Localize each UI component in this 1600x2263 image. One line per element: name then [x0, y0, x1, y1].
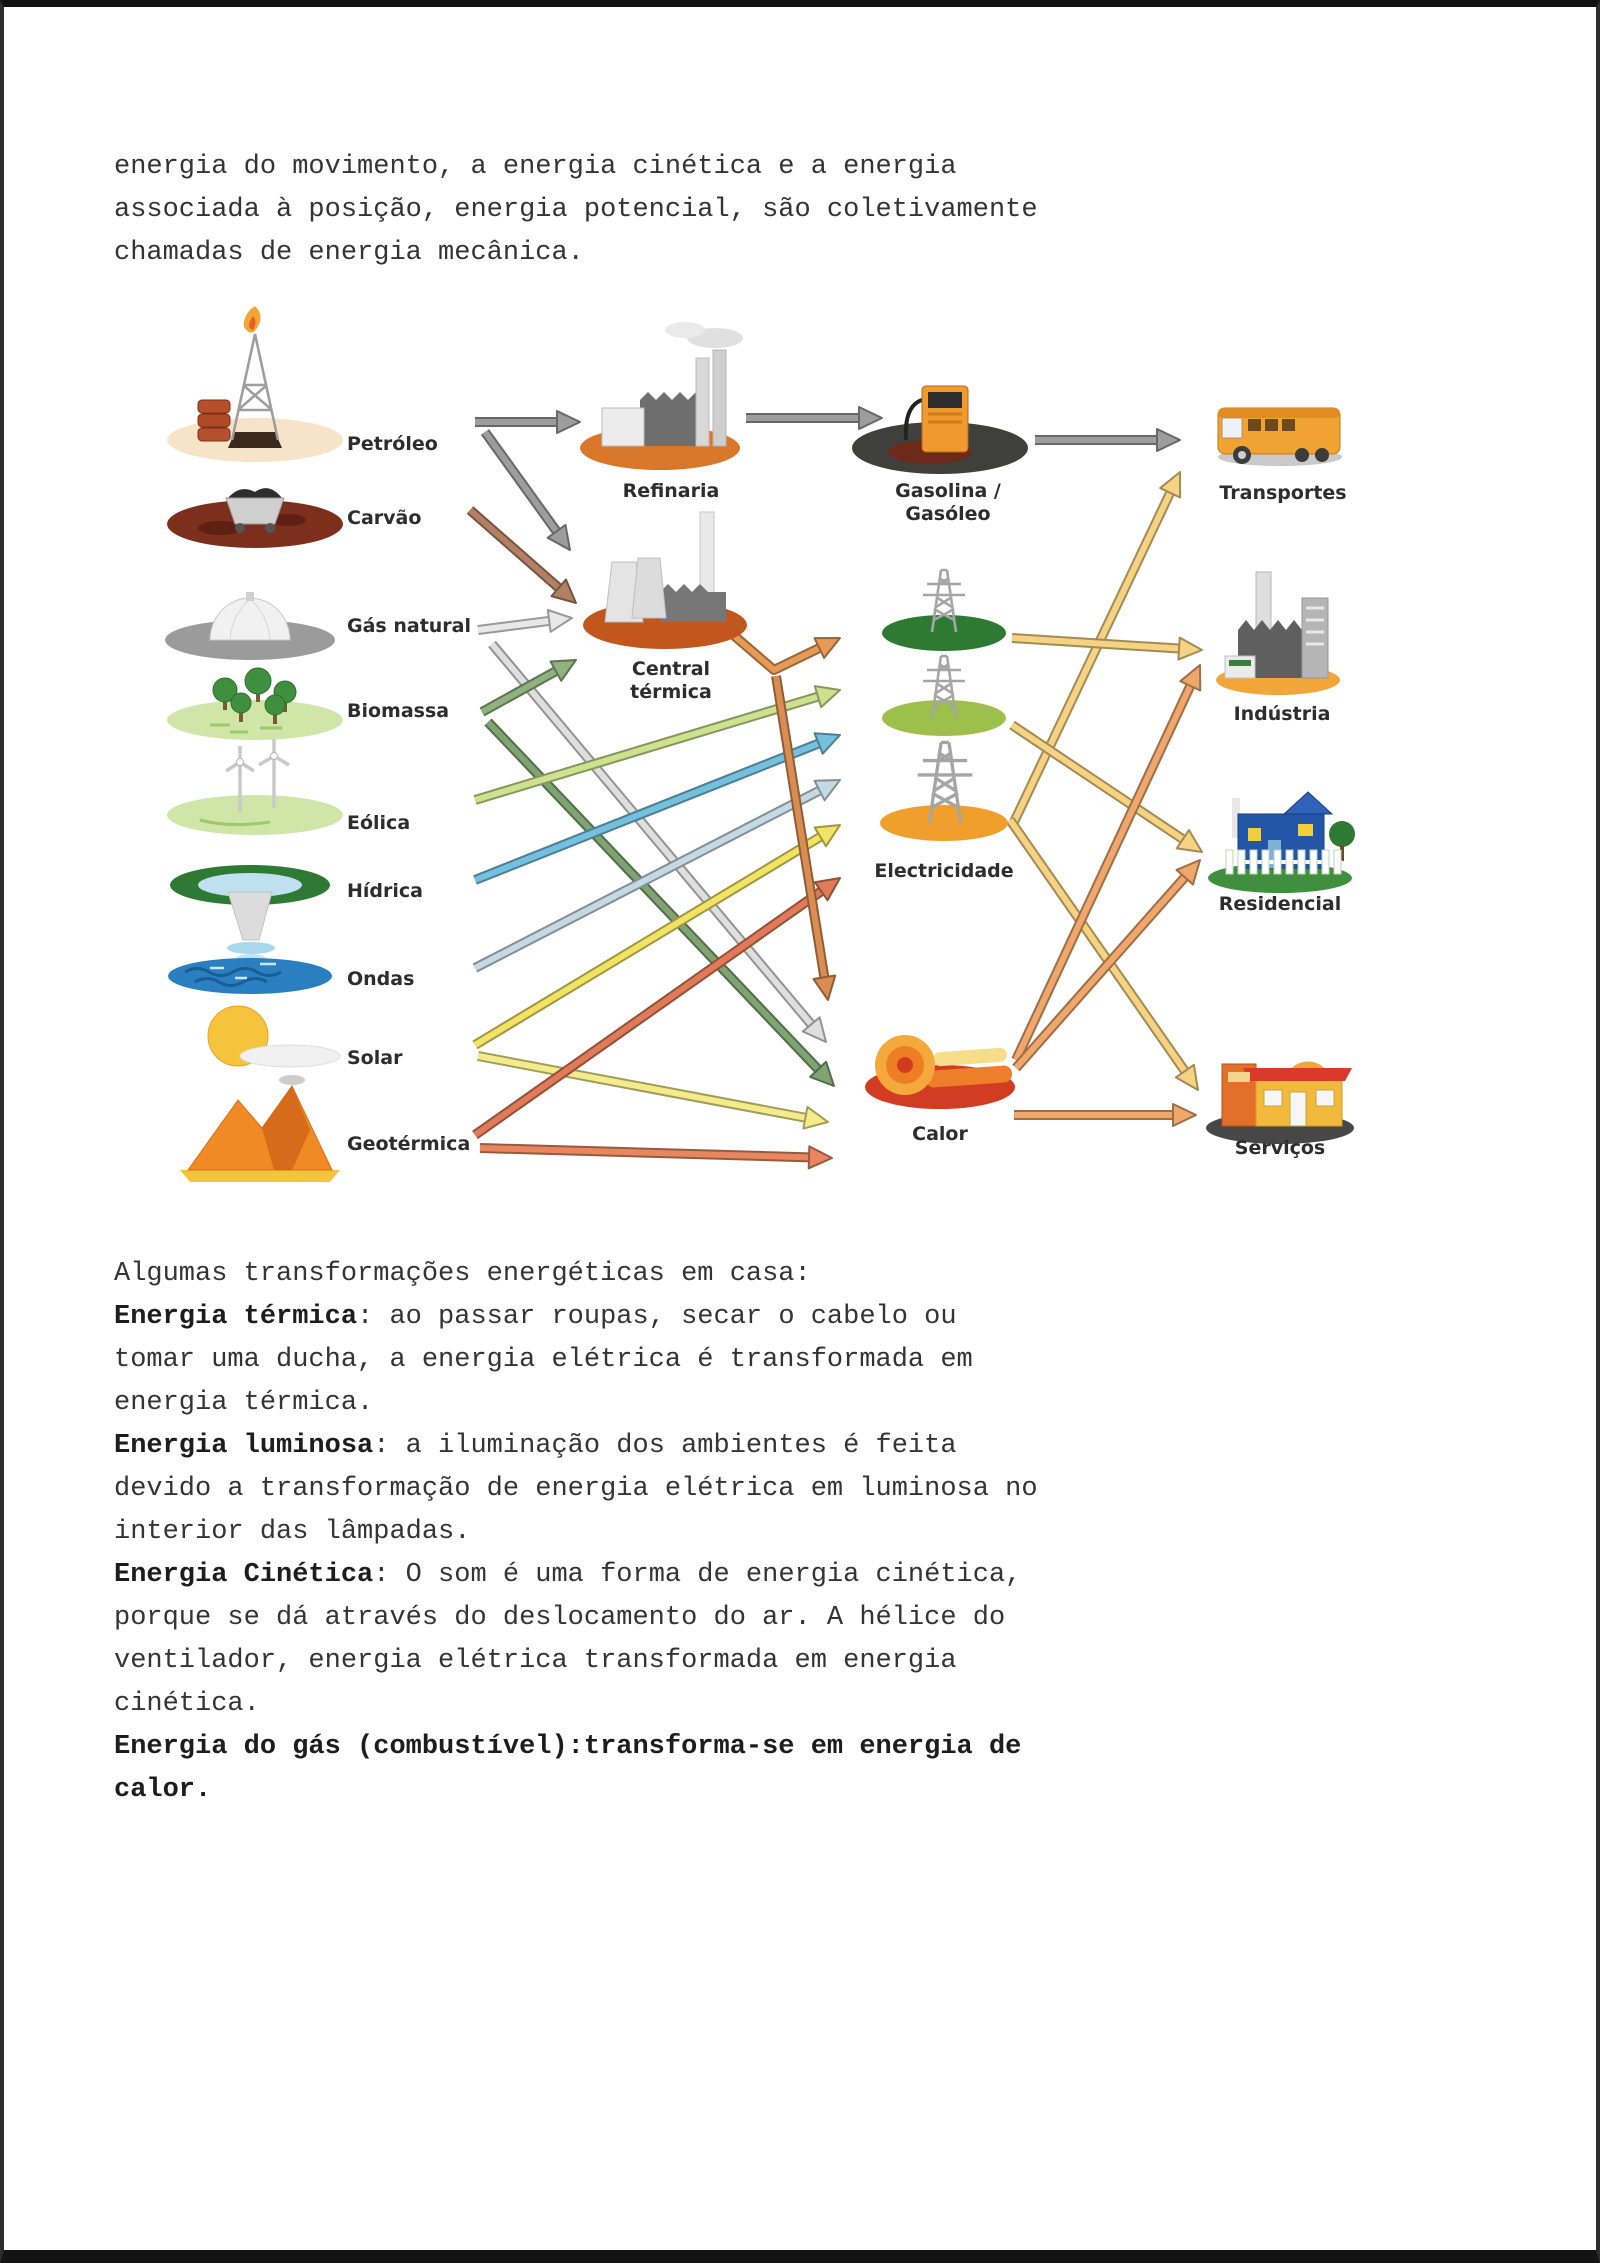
- flow-arrow: [815, 780, 840, 800]
- transformation-item-gas: [114, 1726, 1044, 1812]
- petroleo-icon: [167, 306, 343, 462]
- refinaria-label: Refinaria: [622, 480, 720, 502]
- flow-arrow: [557, 411, 580, 433]
- flow-arrow: [488, 722, 818, 1069]
- flow-arrow: [1160, 472, 1180, 497]
- biomassa-label: Biomassa: [347, 700, 450, 722]
- flow-arrow: [815, 686, 840, 707]
- carvao-label: Carvão: [347, 507, 422, 529]
- calor-label: Calor: [912, 1123, 968, 1145]
- hidrica-label: Hídrica: [347, 880, 423, 902]
- industria-icon: [1216, 572, 1340, 695]
- term-energia-termica: Energia térmica: [114, 1302, 358, 1332]
- flow-arrow: [813, 976, 835, 1000]
- intro-paragraph: [114, 146, 1044, 275]
- flow-arrow: [1157, 429, 1180, 451]
- transformations-heading: Algumas transformações energéticas em casa:: [114, 1259, 811, 1289]
- gasolina-label-line1: Gasolina /: [895, 480, 1001, 502]
- electricidade-icon: [880, 570, 1008, 841]
- flow-arrow: [485, 432, 557, 531]
- petroleo-label: Petróleo: [347, 433, 438, 455]
- eolica-icon: [167, 739, 343, 835]
- transformation-item-cinetica: [114, 1554, 1044, 1726]
- central-termica-label-line2: térmica: [630, 681, 712, 703]
- flow-arrow: [548, 610, 572, 632]
- flow-arrow: [475, 697, 818, 800]
- flow-arrow: [815, 733, 840, 753]
- central-termica-label-line1: Central: [631, 658, 711, 680]
- transformation-item-luminosa: [114, 1425, 1044, 1554]
- term-energia-luminosa: Energia luminosa: [114, 1431, 374, 1461]
- desc-energia-cinetica: : O som é uma forma de energia cinética, porque se dá através do deslocamento do ar. A hélice do ventilador, energia elétrica transformada em energia cinética.: [114, 1560, 1022, 1719]
- flow-arrow: [1180, 665, 1200, 690]
- gas-natural-icon: [165, 592, 335, 660]
- calor-icon: [865, 1035, 1015, 1109]
- flow-arrow: [478, 1056, 805, 1118]
- servicos-label: Serviços: [1234, 1137, 1326, 1159]
- gasolina-label-line2: Gasóleo: [905, 503, 991, 525]
- central-termica-icon: [583, 512, 747, 649]
- flow-arrow: [1010, 820, 1185, 1071]
- residencial-icon: [1208, 792, 1355, 893]
- desc-energia-termica: : ao passar roupas, secar o cabelo ou tomar uma ducha, a energia elétrica é transformada em energia térmica.: [114, 1302, 973, 1418]
- desc-energia-luminosa: : a iluminação dos ambientes é feita devido a transformação de energia elétrica em luminosa no interior das lâmpadas.: [114, 1431, 1038, 1547]
- electricidade-label: Electricidade: [874, 860, 1014, 882]
- solar-icon: [208, 1006, 340, 1067]
- flow-arrow: [859, 407, 882, 429]
- carvao-icon: [167, 488, 343, 548]
- intro-text: energia do movimento, a energia cinética e a energia associada à posição, energia potencial, são coletivamente chamadas de energia mecânica.: [114, 152, 1038, 268]
- arrows-layer: [470, 407, 1202, 1168]
- solar-label: Solar: [347, 1047, 403, 1069]
- transportes-icon: [1218, 408, 1342, 466]
- flow-arrow: [803, 1107, 828, 1129]
- transformation-item-termica: [114, 1296, 1044, 1425]
- flow-arrow: [1173, 1104, 1196, 1126]
- flow-arrow: [815, 638, 840, 658]
- ondas-label: Ondas: [347, 968, 415, 990]
- gasolina-icon: [852, 386, 1028, 474]
- gas-natural-label: Gás natural: [347, 615, 472, 637]
- term-energia-cinetica: Energia Cinética: [114, 1560, 374, 1590]
- transportes-label: Transportes: [1219, 482, 1347, 504]
- servicos-icon: [1206, 1061, 1354, 1144]
- flow-arrow: [809, 1146, 832, 1168]
- energy-flow-diagram: [140, 300, 1450, 1240]
- geotermica-label: Geotérmica: [347, 1133, 471, 1155]
- industria-label: Indústria: [1233, 703, 1331, 725]
- refinaria-icon: [580, 322, 743, 470]
- term-energia-gas: Energia do gás (combustível):transforma-se em energia de calor.: [114, 1732, 1022, 1805]
- biomassa-icon: [167, 668, 343, 740]
- flow-arrow: [1178, 638, 1202, 660]
- ondas-icon: [168, 958, 332, 994]
- geotermica-icon: [180, 1075, 340, 1182]
- eolica-label: Eólica: [347, 812, 411, 834]
- hidrica-icon: [170, 865, 330, 964]
- residencial-label: Residencial: [1218, 893, 1342, 915]
- transformations-section: [114, 1253, 1044, 1812]
